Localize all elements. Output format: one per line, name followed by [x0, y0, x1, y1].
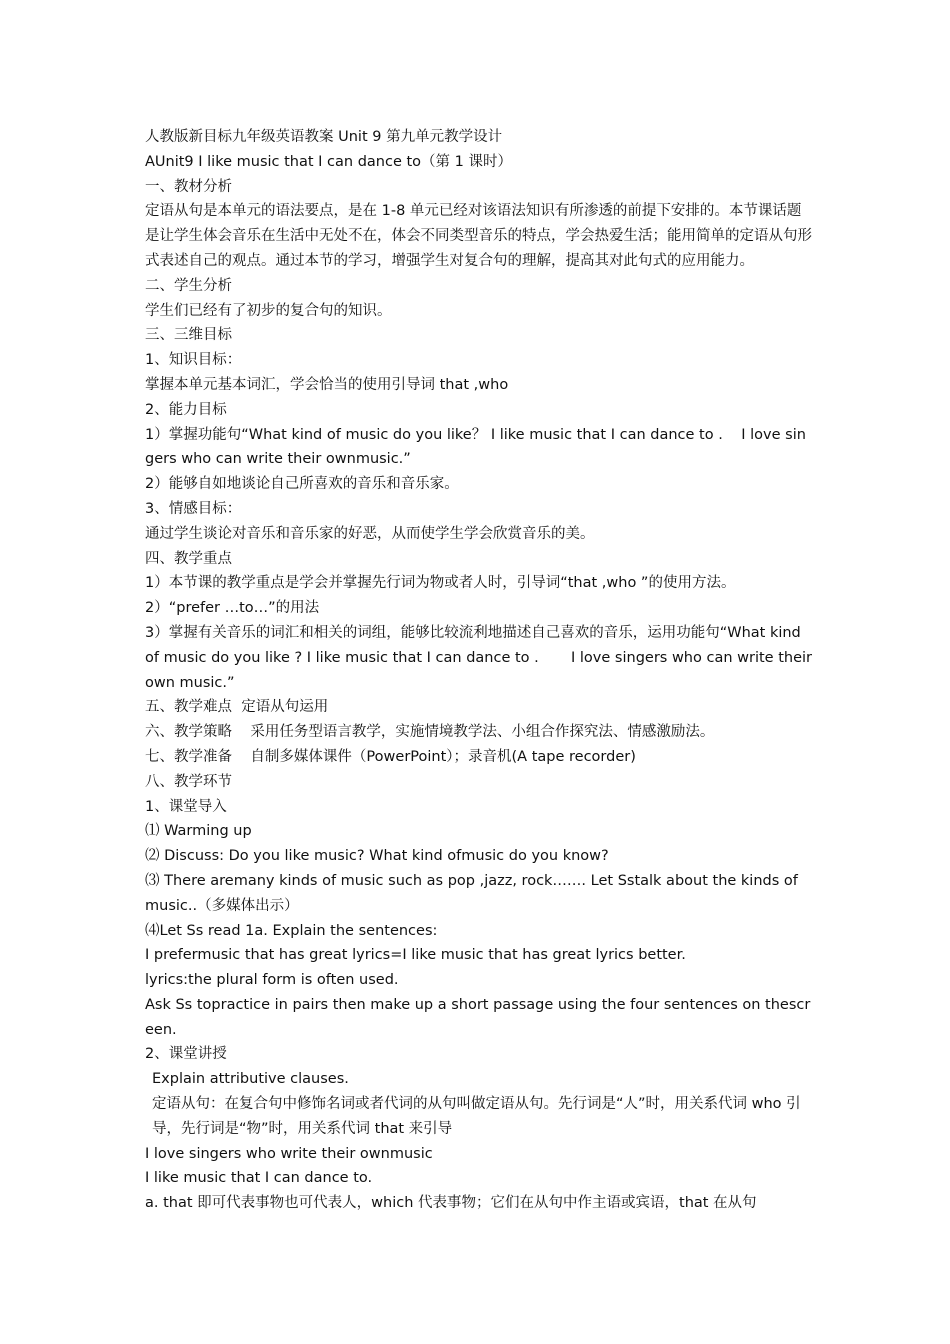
section-heading-objectives: 三、三维目标 [145, 327, 232, 344]
example-sentence-dance: I like music that I can dance to. [145, 1170, 373, 1187]
subheading-teaching: 2、课堂讲授 [145, 1046, 227, 1063]
example-sentence-singers: I love singers who write their ownmusic [145, 1145, 433, 1162]
paragraph-textbook-analysis: 定语从句是本单元的语法要点，是在 1-8 单元已经对该语法知识有所渗透的前提下安排的。本节课话题是让学生体会音乐在生活中无处不在，体会不同类型音乐的特点，学会热爱生活；能用简单的定语从句形式表述自己的观点。通过本节的学习，增强学生对复合句的理解，提高其对此句式的应用能力。 [145, 203, 812, 269]
lesson-subtitle: AUnit9 I like music that I can dance to（第 1 课时） [145, 153, 512, 170]
list-item-key-point-2: 2）“prefer …to…”的用法 [145, 600, 320, 617]
section-heading-strategy: 六、教学策略 采用任务型语言教学，实施情境教学法、小组合作探究法、情感激励法。 [145, 724, 715, 741]
subheading-emotional-objective: 3、情感目标： [145, 500, 242, 517]
list-item-key-point-1: 1）本节课的教学重点是学会并掌握先行词为物或者人时，引导词“that ,who ”的使用方法。 [145, 575, 736, 592]
list-item-kinds-of-music: ⑶ There aremany kinds of music such as pop ,jazz, rock……. Let Sstalk about the kinds of music..（多媒体出示） [145, 872, 803, 914]
list-item-ability-2: 2）能够自如地谈论自己所喜欢的音乐和音乐家。 [145, 476, 459, 493]
paragraph-student-analysis: 学生们已经有了初步的复合句的知识。 [145, 302, 392, 319]
section-heading-textbook-analysis: 一、教材分析 [145, 178, 232, 195]
paragraph-explain-clauses: Explain attributive clauses. [152, 1071, 349, 1088]
section-heading-student-analysis: 二、学生分析 [145, 277, 232, 294]
instruction-pair-practice: Ask Ss topractice in pairs then make up a short passage using the four sentences on thescreen. [145, 996, 811, 1038]
paragraph-attributive-clause-definition: 定语从句：在复合句中修饰名词或者代词的从句叫做定语从句。先行词是“人”时，用关系代词 who 引导，先行词是“物”时，用关系代词 that 来引导 [152, 1096, 801, 1137]
section-heading-preparation: 七、教学准备 自制多媒体课件（PowerPoint）；录音机(A tape recorder) [145, 748, 636, 765]
section-heading-difficulty: 五、教学难点 定语从句运用 [145, 699, 329, 716]
document-title: 人教版新目标九年级英语教案 Unit 9 第九单元教学设计 [145, 129, 503, 145]
subheading-ability-objective: 2、能力目标 [145, 401, 227, 418]
list-item-ability-1: 1）掌握功能句“What kind of music do you like？ I like music that I can dance to . I love singers who can write their ownmusic.” [145, 426, 806, 468]
note-lyrics: lyrics:the plural form is often used. [145, 972, 399, 989]
list-item-read-1a: ⑷Let Ss read 1a. Explain the sentences: [145, 922, 438, 939]
section-heading-key-points: 四、教学重点 [145, 550, 232, 567]
list-item-warming-up: ⑴ Warming up [145, 823, 252, 840]
example-sentence-prefer: I prefermusic that has great lyrics=I like music that has great lyrics better. [145, 947, 686, 964]
section-heading-procedure: 八、教学环节 [145, 773, 232, 790]
subheading-knowledge-objective: 1、知识目标： [145, 352, 242, 369]
paragraph-knowledge-objective: 掌握本单元基本词汇，学会恰当的使用引导词 that ,who [145, 376, 509, 393]
list-item-key-point-3: 3）掌握有关音乐的词汇和相关的词组，能够比较流利地描述自己喜欢的音乐，运用功能句“What kind of music do you like ? I like music that I can dance to . I love singers who can write their own music.” [145, 624, 817, 691]
paragraph-that-which: a. that 即可代表事物也可代表人，which 代表事物；它们在从句中作主语或宾语，that 在从句 [145, 1195, 757, 1212]
subheading-lead-in: 1、课堂导入 [145, 798, 227, 815]
document-body [145, 125, 817, 1216]
paragraph-emotional-objective: 通过学生谈论对音乐和音乐家的好恶，从而使学生学会欣赏音乐的美。 [145, 525, 595, 542]
list-item-discuss: ⑵ Discuss: Do you like music? What kind ofmusic do you know? [145, 848, 609, 865]
